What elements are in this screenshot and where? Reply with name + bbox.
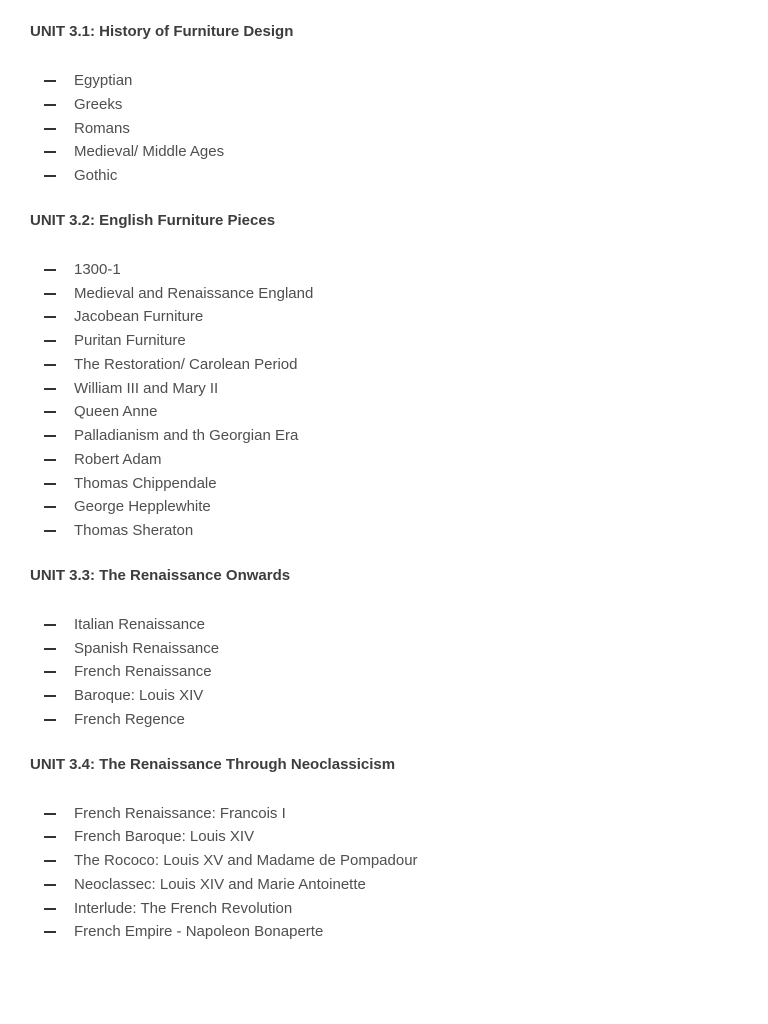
dash-bullet-icon	[44, 813, 56, 815]
list-item-text: Gothic	[74, 167, 118, 184]
dash-bullet-icon	[44, 316, 56, 318]
list-item-text: Spanish Renaissance	[74, 639, 220, 657]
unit-heading: UNIT 3.4: The Renaissance Through Neoclassicism	[30, 755, 396, 773]
list-item	[30, 613, 768, 637]
dash-bullet-icon	[44, 435, 56, 437]
list-item-text: Puritan Furniture	[74, 332, 186, 349]
list-item	[30, 282, 768, 306]
dash-bullet-icon	[44, 931, 56, 933]
list-item	[30, 897, 768, 921]
list-item	[30, 448, 768, 472]
list-item-text: The Restoration/ Carolean Period	[74, 355, 298, 373]
list-item	[30, 873, 768, 897]
dash-bullet-icon	[44, 884, 56, 886]
unit-section-3-2	[30, 211, 768, 543]
list-item-text: Italian Renaissance	[74, 615, 205, 633]
list-item-text: Palladianism and th Georgian Era	[74, 427, 299, 444]
dash-bullet-icon	[44, 269, 56, 271]
unit-section-3-4	[30, 755, 768, 945]
list-item	[30, 400, 768, 424]
list-item-text: Interlude: The French Revolution	[74, 899, 293, 917]
list-item	[30, 660, 768, 684]
unit-heading: UNIT 3.3: The Renaissance Onwards	[30, 566, 291, 584]
list-item-text: Thomas Chippendale	[74, 474, 217, 492]
list-item-text: Baroque: Louis XIV	[74, 687, 204, 704]
list-item-text: Queen Anne	[74, 403, 158, 421]
topic-list	[30, 613, 768, 732]
dash-bullet-icon	[44, 340, 56, 342]
list-item-text: Jacobean Furniture	[74, 308, 204, 326]
list-item	[30, 920, 768, 944]
dash-bullet-icon	[44, 175, 56, 177]
dash-bullet-icon	[44, 128, 56, 130]
list-item	[30, 69, 768, 93]
dash-bullet-icon	[44, 388, 56, 390]
list-item-text: 1300-1	[74, 260, 121, 278]
dash-bullet-icon	[44, 836, 56, 838]
dash-bullet-icon	[44, 671, 56, 673]
list-item	[30, 637, 768, 661]
list-item-text: Greeks	[74, 95, 123, 113]
list-item	[30, 140, 768, 164]
list-item-text: French Baroque: Louis XIV	[74, 828, 255, 846]
dash-bullet-icon	[44, 530, 56, 532]
unit-section-3-3	[30, 566, 768, 732]
list-item-text: Medieval/ Middle Ages	[74, 143, 225, 161]
list-item	[30, 258, 768, 282]
list-item-text: French Empire - Napoleon Bonaperte	[74, 923, 324, 941]
list-item	[30, 305, 768, 329]
list-item	[30, 802, 768, 826]
list-item-text: William III and Mary II	[74, 379, 219, 397]
dash-bullet-icon	[44, 860, 56, 862]
list-item-text: French Renaissance: Francois I	[74, 804, 286, 822]
list-item-text: George Hepplewhite	[74, 498, 211, 516]
dash-bullet-icon	[44, 908, 56, 910]
unit-heading: UNIT 3.2: English Furniture Pieces	[30, 211, 276, 229]
list-item	[30, 519, 768, 543]
list-item-text: Medieval and Renaissance England	[74, 284, 314, 302]
list-item	[30, 353, 768, 377]
list-item	[30, 377, 768, 401]
dash-bullet-icon	[44, 459, 56, 461]
list-item-text: French Regence	[74, 710, 185, 728]
list-item	[30, 684, 768, 708]
list-item-text: Thomas Sheraton	[74, 522, 194, 539]
dash-bullet-icon	[44, 719, 56, 721]
list-item-text: Robert Adam	[74, 450, 162, 468]
dash-bullet-icon	[44, 695, 56, 697]
dash-bullet-icon	[44, 364, 56, 366]
dash-bullet-icon	[44, 648, 56, 650]
dash-bullet-icon	[44, 151, 56, 153]
list-item-text: Egyptian	[74, 72, 133, 89]
unit-section-3-1	[30, 22, 768, 188]
dash-bullet-icon	[44, 624, 56, 626]
list-item	[30, 708, 768, 732]
dash-bullet-icon	[44, 483, 56, 485]
list-item-text: French Renaissance	[74, 663, 212, 681]
list-item	[30, 495, 768, 519]
dash-bullet-icon	[44, 506, 56, 508]
list-item	[30, 93, 768, 117]
unit-heading: UNIT 3.1: History of Furniture Design	[30, 23, 294, 40]
dash-bullet-icon	[44, 411, 56, 413]
list-item	[30, 329, 768, 353]
list-item	[30, 424, 768, 448]
topic-list	[30, 69, 768, 188]
dash-bullet-icon	[44, 80, 56, 82]
list-item	[30, 117, 768, 141]
topic-list	[30, 258, 768, 543]
list-item-text: Romans	[74, 119, 130, 137]
list-item	[30, 472, 768, 496]
list-item	[30, 164, 768, 188]
dash-bullet-icon	[44, 104, 56, 106]
topic-list	[30, 802, 768, 945]
list-item-text: The Rococo: Louis XV and Madame de Pompadour	[74, 852, 418, 869]
list-item	[30, 825, 768, 849]
list-item-text: Neoclassec: Louis XIV and Marie Antoinette	[74, 875, 366, 893]
dash-bullet-icon	[44, 293, 56, 295]
list-item	[30, 849, 768, 873]
